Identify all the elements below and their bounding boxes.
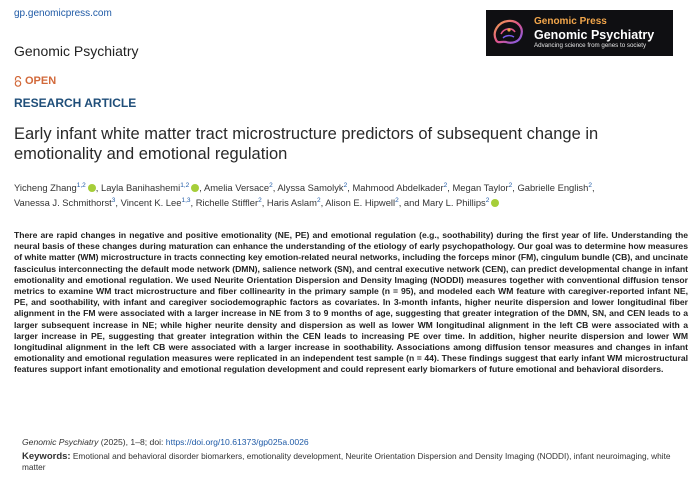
logo-publisher: Genomic Press (534, 15, 607, 27)
author-affiliation: 2 (395, 197, 399, 205)
article-type: RESEARCH ARTICLE (14, 96, 137, 110)
keywords-text: Emotional and behavioral disorder biomarkers, emotionality development, Neurite Orientation Dispersion and Density Imaging (NODDI), infant neuroimaging, white matter (22, 451, 671, 472)
author-separator: , (261, 197, 265, 209)
orcid-icon[interactable] (88, 184, 96, 192)
author-separator: , (95, 182, 99, 194)
author-item (422, 197, 499, 208)
doi-link[interactable]: https://doi.org/10.61373/gp025a.0026 (165, 437, 309, 447)
abstract: There are rapid changes in negative and positive emotionality (NE, PE) and emotional regulation (e.g., soothability) during the first year of life. Understanding the neural basis of these changes during maturation can enhance the understanding of the etiology of early psychopathology. Our goal was to determine how measures of white matter (WM) microstructure in tracts connecting key emotion-related neural networks, including the forceps minor (FM), cingulum bundle (CB), and uncinate fasciculus interconnecting the default mode network (DMN), salience network (SN), and central executive network (CEN), can predict developmental change in infant emotionality and emotional regulation. We used Neurite Orientation Dispersion and Density Imaging (NODDI) measures together with conventional diffusion tensor metrics to examine WM tract microstructure and fiber collinearity in the primary sample (n = 95), and modeled each WM feature with caregiver-reported infant NE, PE, and soothability, with infant and caregiver sociodemographic factors as covariates. In 3-month infants, higher neurite dispersion and lower longitudinal fiber alignment in the FM were associated with a larger increase in NE from 3 to 9 months of age, suggesting that greater integration of the DMN, SN, and CEN leads to a larger subsequent increase in NE; while higher neurite density and dispersion as well as lower WM longitudinal alignment in the left CB were associated with a larger increase in PE, suggesting that greater integration within the CEN leads to increasing PE over time. In addition, higher neurite dispersion and lower WM longitudinal alignment in the left CB were associated with a larger increase in soothability. Associations among diffusion tensor measures and changes in infant emotionality and emotional regulation measures were replicated in an independent test sample (n = 44). These findings suggest that early infant WM microstructural features support infant emotionality and emotional regulation development and could represent early biomarkers of future emotional and behavioral disorders. (14, 230, 688, 375)
author-name[interactable]: Alison E. Hipwell (325, 197, 396, 209)
author-affiliation: 2 (343, 182, 348, 189)
author-name[interactable]: Megan Taylor (452, 182, 509, 194)
author-separator: , (347, 182, 350, 194)
orcid-icon[interactable] (491, 199, 499, 207)
brain-logo-icon (486, 10, 532, 56)
author-separator: , (591, 182, 595, 194)
author-affiliation: 1,3 (181, 197, 191, 205)
author-name[interactable]: Yicheng Zhang (14, 182, 77, 194)
author-separator: , (272, 182, 276, 194)
author-item (352, 182, 449, 193)
author-name[interactable]: Layla Banihashemi (100, 182, 181, 194)
author-affiliation: 2 (485, 197, 490, 205)
author-list (14, 179, 686, 209)
author-separator: , and (398, 197, 420, 209)
author-name[interactable]: Amelia Versace (203, 182, 270, 194)
open-access-badge (14, 75, 56, 87)
author-name[interactable]: Mary L. Phillips (422, 197, 486, 209)
author-separator: , (320, 197, 324, 209)
author-name[interactable]: Gabrielle English (517, 182, 589, 194)
author-name[interactable]: Vincent K. Lee (120, 197, 182, 209)
author-affiliation: 2 (588, 182, 592, 189)
author-separator: , (447, 182, 450, 194)
author-item (277, 182, 349, 193)
open-access-label: OPEN (25, 75, 57, 87)
author-name[interactable]: Haris Aslam (266, 197, 317, 209)
journal-name: Genomic Psychiatry (14, 43, 139, 59)
open-lock-icon (14, 76, 22, 87)
author-item (453, 182, 515, 193)
author-separator: , (512, 182, 515, 194)
author-item (267, 197, 323, 208)
logo-journal: Genomic Psychiatry (534, 27, 655, 42)
citation (22, 437, 309, 447)
author-affiliation: 2 (508, 182, 513, 189)
author-affiliation: 2 (316, 197, 321, 205)
author-item (14, 182, 98, 193)
author-affiliation: 2 (443, 182, 448, 189)
author-item (517, 182, 594, 193)
author-item (204, 182, 275, 193)
author-affiliation: 2 (269, 182, 273, 189)
author-item (325, 197, 419, 208)
author-separator: , (190, 197, 194, 209)
author-name[interactable]: Alyssa Samolyk (277, 182, 344, 194)
author-name[interactable]: Vanessa J. Schmithorst (14, 197, 112, 209)
journal-logo (486, 10, 673, 56)
author-name[interactable]: Richelle Stiffler (195, 197, 259, 209)
author-affiliation: 1,2 (180, 182, 190, 189)
author-separator: , (199, 182, 202, 194)
author-item (121, 197, 193, 208)
keywords (22, 451, 672, 473)
author-item (101, 182, 202, 193)
author-item (14, 197, 118, 208)
citation-details: (2025), 1–8; doi: (98, 437, 166, 447)
citation-journal: Genomic Psychiatry (22, 437, 99, 447)
article-title: Early infant white matter tract microstructure predictors of subsequent change in emotionality and emotional regulation (14, 125, 599, 163)
author-affiliation: 3 (111, 197, 116, 205)
keywords-label: Keywords: (22, 451, 71, 462)
author-item (196, 197, 265, 208)
author-affiliation: 2 (258, 197, 262, 205)
site-link[interactable]: gp.genomicpress.com (14, 8, 112, 19)
logo-tagline: Advancing science from genes to society (534, 42, 647, 50)
author-separator: , (115, 197, 119, 209)
author-name[interactable]: Mahmood Abdelkader (352, 182, 444, 194)
author-affiliation: 1,2 (76, 182, 86, 189)
